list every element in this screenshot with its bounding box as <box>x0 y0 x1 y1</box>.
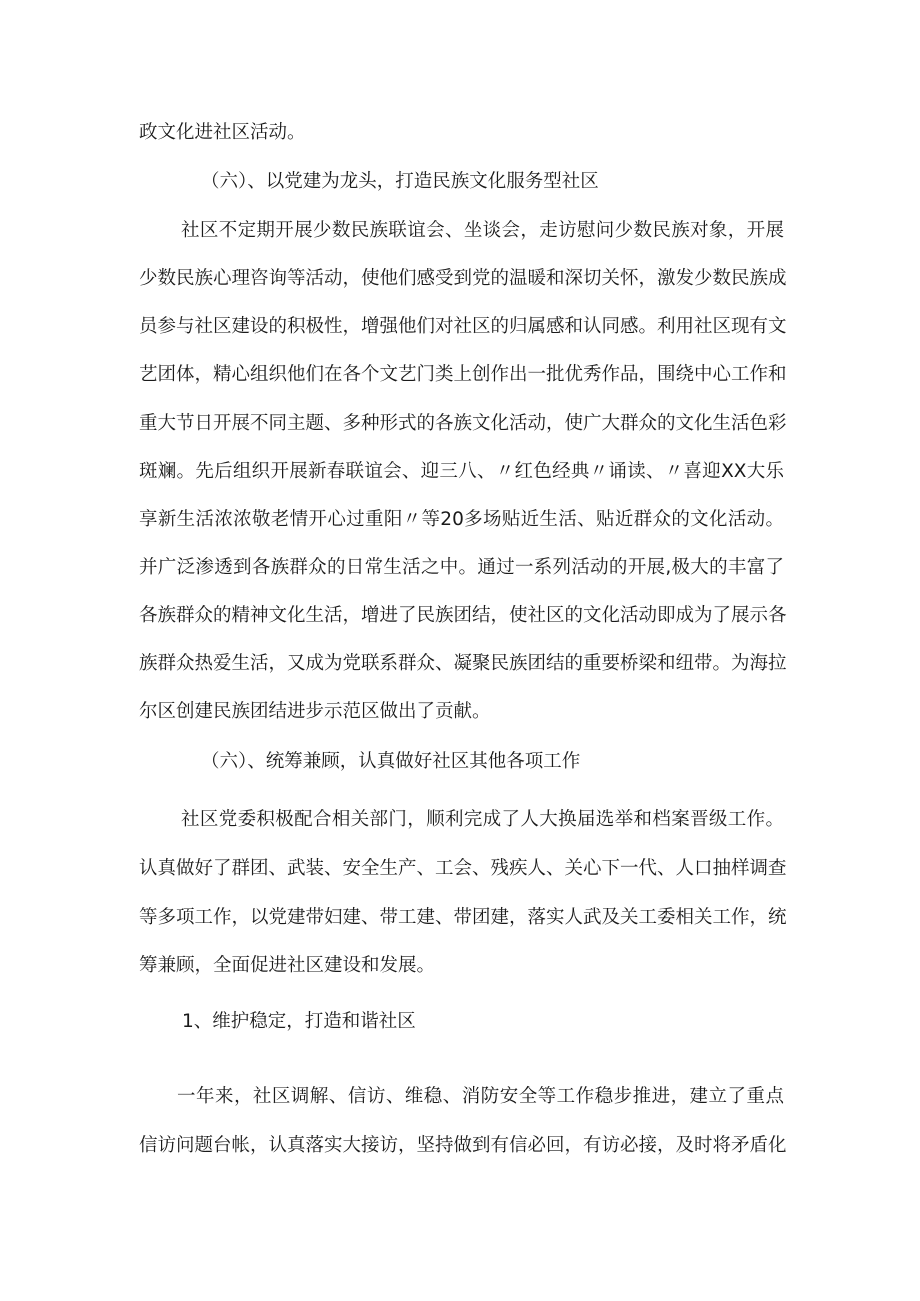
text-line: 各族群众的精神文化生活，增进了民族团结，使社区的文化活动即成为了展示各 <box>139 605 787 626</box>
subsection-heading: 1、维护稳定，打造和谐社区 <box>182 1011 416 1032</box>
text-line: 尔区创建民族团结进步示范区做出了贡献。 <box>139 701 491 722</box>
text-line: 享新生活浓浓敬老情开心过重阳〃等20多场贴近生活、贴近群众的文化活动。 <box>139 509 784 530</box>
text-line: 社区党委积极配合相关部门，顺利完成了人大换届选举和档案晋级工作。 <box>181 809 784 830</box>
text-line: 社区不定期开展少数民族联谊会、坐谈会，走访慰问少数民族对象，开展 <box>181 220 784 241</box>
text-line: 斑斓。先后组织开展新春联谊会、迎三八、〃红色经典〃诵读、〃喜迎XX大乐 <box>139 461 784 482</box>
text-line: 筹兼顾，全面促进社区建设和发展。 <box>139 955 436 976</box>
section-heading: （六）、统筹兼顾，认真做好社区其他各项工作 <box>201 751 581 772</box>
text-line: 少数民族心理咨询等活动，使他们感受到党的温暖和深切关怀，激发少数民族成 <box>139 268 787 289</box>
text-line: 一年来，社区调解、信访、维稳、消防安全等工作稳步推进，建立了重点 <box>177 1086 784 1107</box>
text-line: 认真做好了群团、武装、安全生产、工会、残疾人、关心下一代、人口抽样调查 <box>139 858 787 879</box>
text-line: 政文化进社区活动。 <box>139 122 306 143</box>
text-line: 等多项工作，以党建带妇建、带工建、带团建，落实人武及关工委相关工作，统 <box>139 907 787 928</box>
text-line: 重大节日开展不同主题、多种形式的各族文化活动，使广大群众的文化生活色彩 <box>139 413 787 434</box>
text-line: 员参与社区建设的积极性，增强他们对社区的归属感和认同感。利用社区现有文 <box>139 316 787 337</box>
text-line: 族群众热爱生活，又成为党联系群众、凝聚民族团结的重要桥梁和纽带。为海拉 <box>139 653 787 674</box>
text-line: 信访问题台帐，认真落实大接访，坚持做到有信必回，有访必接，及时将矛盾化 <box>139 1135 787 1156</box>
text-line: 艺团体，精心组织他们在各个文艺门类上创作出一批优秀作品，围绕中心工作和 <box>139 364 787 385</box>
section-heading: （六）、以党建为龙头，打造民族文化服务型社区 <box>201 171 599 192</box>
text-line: 并广泛渗透到各族群众的日常生活之中。通过一系列活动的开展,极大的丰富了 <box>139 557 784 578</box>
